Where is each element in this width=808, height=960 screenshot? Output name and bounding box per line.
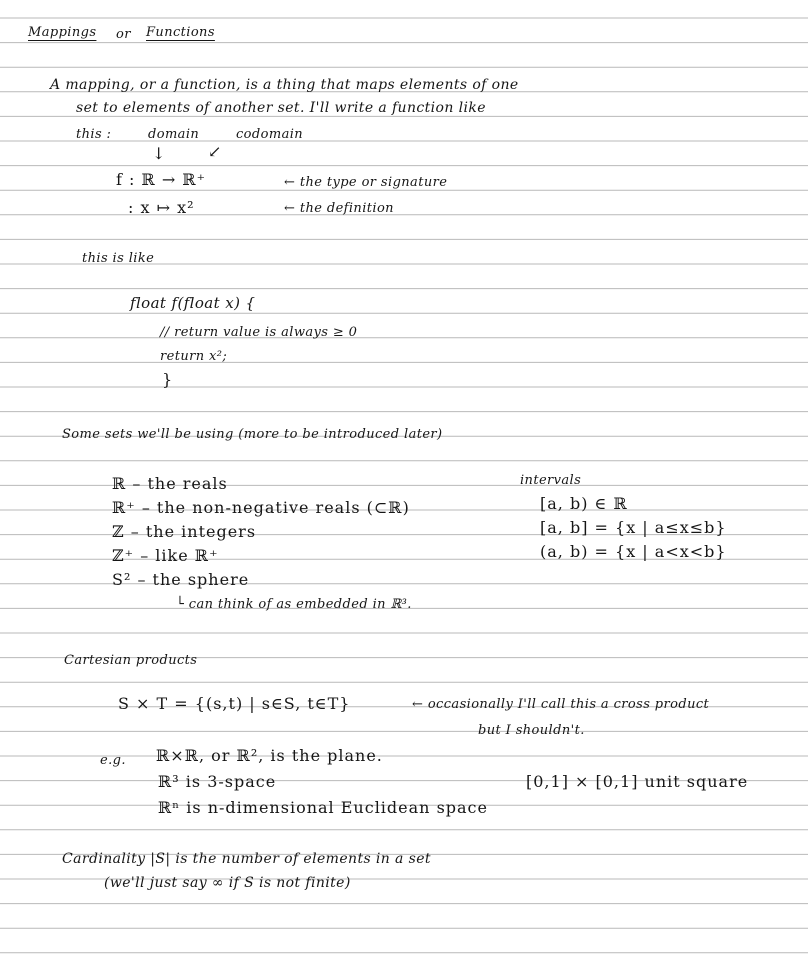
para-line-3: this :: [76, 127, 112, 142]
example-n-space: ℝⁿ is n-dimensional Euclidean space: [158, 798, 488, 817]
function-definition: : x ↦ x²: [128, 198, 195, 217]
cross-product-note: ← occasionally I'll call this a cross product: [412, 697, 710, 712]
set-reals: ℝ – the reals: [112, 474, 228, 493]
sphere-note: └ can think of as embedded in ℝ³.: [176, 597, 412, 612]
sets-heading: Some sets we'll be using (more to be introduced later): [62, 427, 443, 442]
code-intro: this is like: [82, 251, 155, 266]
code-line-2: // return value is always ≥ 0: [160, 325, 358, 340]
para-line-1: A mapping, or a function, is a thing that maps elements of one: [50, 77, 519, 93]
function-definition-note: ← the definition: [284, 201, 394, 216]
example-3space: ℝ³ is 3-space: [158, 772, 277, 791]
cartesian-heading: Cartesian products: [64, 653, 198, 668]
function-type: f : ℝ → ℝ⁺: [116, 170, 207, 189]
para-line-2: set to elements of another set. I'll write a function like: [76, 100, 486, 116]
function-type-note: ← the type or signature: [284, 175, 448, 190]
set-sphere: S² – the sphere: [112, 570, 250, 589]
set-integers: ℤ – the integers: [112, 522, 257, 541]
down-arrow-icon: ↓: [152, 144, 167, 163]
interval-open: (a, b) = {x | a<x<b}: [540, 542, 727, 561]
title-or: or: [116, 27, 131, 42]
title-functions: Functions: [146, 25, 215, 40]
cartesian-definition: S × T = {(s,t) | s∈S, t∈T}: [118, 694, 351, 713]
label-codomain: codomain: [236, 127, 304, 142]
cardinality-line-2: (we'll just say ∞ if S is not finite): [104, 875, 351, 891]
set-nonneg-reals: ℝ⁺ – the non-negative reals (⊂ℝ): [112, 498, 410, 517]
code-line-4: }: [162, 370, 174, 389]
eg-label: e.g.: [100, 753, 126, 768]
code-line-1: float f(float x) {: [130, 294, 256, 312]
set-nonneg-integers: ℤ⁺ – like ℝ⁺: [112, 546, 219, 565]
cardinality-line-1: Cardinality |S| is the number of elements in a set: [62, 851, 431, 867]
intervals-title: intervals: [520, 473, 582, 488]
cross-product-note-2: but I shouldn't.: [478, 723, 585, 738]
example-plane: ℝ×ℝ, or ℝ², is the plane.: [156, 746, 383, 765]
code-line-3: return x²;: [160, 349, 228, 364]
unit-square: [0,1] × [0,1] unit square: [526, 772, 749, 791]
title-mappings: Mappings: [28, 25, 97, 40]
interval-closed: [a, b] = {x | a≤x≤b}: [540, 518, 727, 537]
label-domain: domain: [148, 127, 200, 142]
diagonal-arrow-icon: ↙: [208, 142, 223, 161]
interval-half-open: [a, b) ∈ ℝ: [540, 494, 628, 513]
